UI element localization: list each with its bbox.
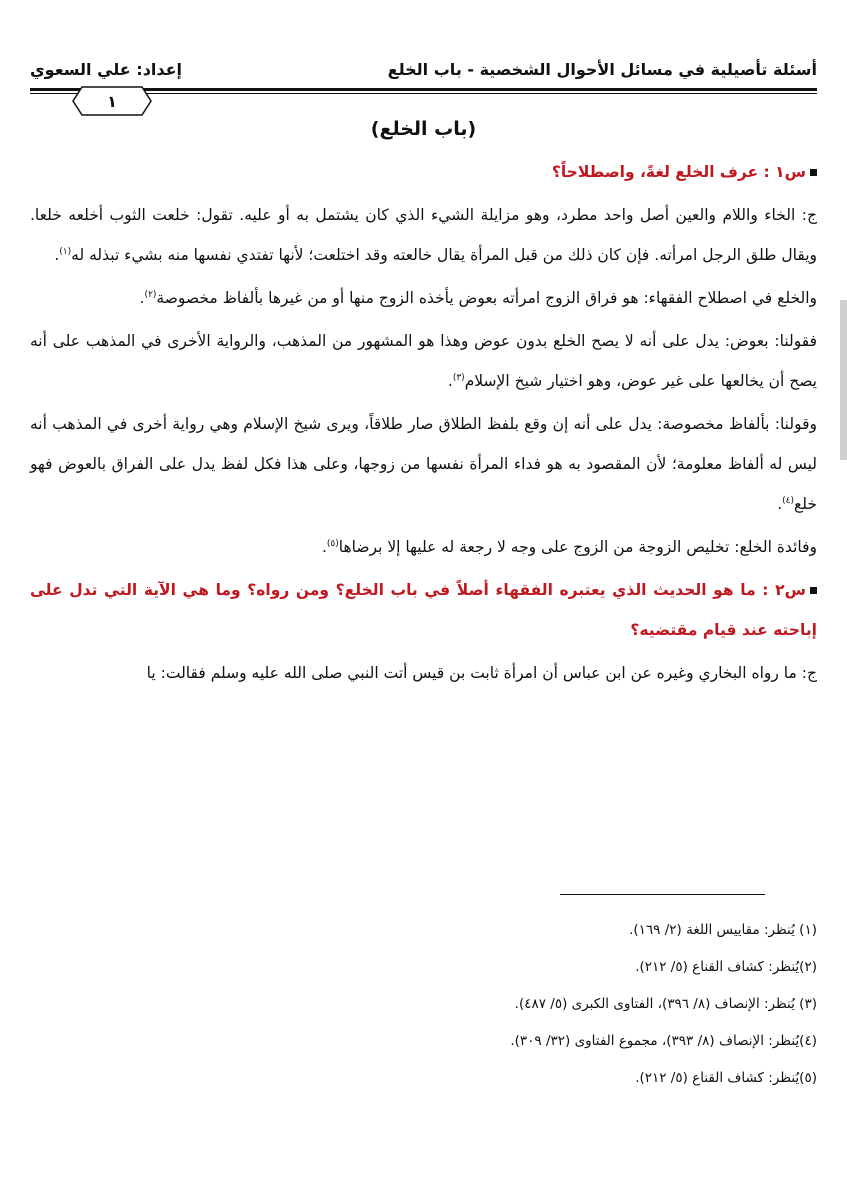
paragraph-text: ج: الخاء واللام والعين أصل واحد مطرد، وهو مزايلة الشيء الذي كان يشتمل به أو عليه. تقول: خلعت الثوب أخلعه خلعا. ويقال طلق الرجل امرأته. فإن كان ذلك من قبل المرأة يقال خالعته وقد اختلعت؛ لأنها تفتدي نفسها منه بشيء تبذله له [30,206,817,264]
footnote-ref[interactable]: (٥) [326,538,339,549]
alfaz-paragraph [30,404,817,524]
square-bullet-icon [810,169,817,176]
paragraph-end: . [321,538,327,556]
paragraph-text: ج: ما رواه البخاري وغيره عن ابن عباس أن امرأة ثابت بن قيس أتت النبي صلى الله عليه وسلم فقالت: يا [146,664,817,682]
question-1-label: س١ : [758,163,806,181]
footnotes [30,912,817,1097]
definition-paragraph [30,278,817,318]
running-header [30,54,817,84]
square-bullet-icon [810,587,817,594]
footnote-item: (١) يُنظر: مقاييس اللغة (٢/ ١٦٩). [629,922,817,938]
question-2-label: س٢ : [755,581,806,599]
answer-2-paragraph [30,653,817,693]
paragraph-end: . [54,246,60,264]
footnote-item: (٥)يُنظر: كشاف القناع (٥/ ٢١٢). [635,1070,817,1086]
paragraph-text: وقولنا: بألفاظ مخصوصة: يدل على أنه إن وقع بلفظ الطلاق صار طلاقاً، ويرى شيخ الإسلام وهي رواية أخرى في المذهب أنه ليس له ألفاظ معلومة؛ لأن المقصود به هو فداء المرأة نفسها من زوجها، وعلى هذا فكل لفظ يدل على الفراق بالعوض فهو خلع [30,415,817,513]
footnote-ref[interactable]: (١) [59,246,72,257]
scrollbar-thumb[interactable] [840,300,847,460]
paragraph-end: . [447,372,453,390]
paragraph-text: فقولنا: بعوض: يدل على أنه لا يصح الخلع بدون عوض وهذا هو المشهور من المذهب، والرواية الأخرى في المذهب على أنه يصح أن يخالعها على غير عوض، وهو اختيار شيخ الإسلام [30,332,817,390]
header-author: إعداد: علي السعوي [30,59,183,79]
footnote-ref[interactable]: (٣) [452,372,465,383]
question-1 [30,152,817,192]
body-text [30,152,817,696]
paragraph-end: . [777,495,783,513]
page-number: ١ [107,91,117,111]
answer-1-paragraph [30,195,817,275]
footnote-ref[interactable]: (٢) [144,289,157,300]
faida-paragraph [30,527,817,567]
paragraph-end: . [139,289,145,307]
iwad-paragraph [30,321,817,401]
paragraph-text: وفائدة الخلع: تخليص الزوجة من الزوج على وجه لا رجعة له عليها إلا برضاها [338,538,817,556]
chapter-title: (باب الخلع) [370,118,477,140]
footnote-ref[interactable]: (٤) [782,495,795,506]
footnote-item: (٢)يُنظر: كشاف القناع (٥/ ٢١٢). [635,959,817,975]
footnote-item: (٤)يُنظر: الإنصاف (٨/ ٣٩٣)، مجموع الفتاوى (٣٢/ ٣٠٩). [510,1033,817,1049]
question-1-text: عرف الخلع لغةً، واصطلاحاً؟ [551,163,759,181]
paragraph-text: والخلع في اصطلاح الفقهاء: هو فراق الزوج امرأته بعوض يأخذه الزوج منها أو من غيرها بألفاظ مخصوصة [156,289,817,307]
footnote-item: (٣) يُنظر: الإنصاف (٨/ ٣٩٦)، الفتاوى الكبرى (٥/ ٤٨٧). [514,996,817,1012]
footnote-separator [560,894,765,895]
header-title: أسئلة تأصيلية في مسائل الأحوال الشخصية - باب الخلع [387,59,817,79]
question-2 [30,570,817,650]
question-2-text: ما هو الحديث الذي يعتبره الفقهاء أصلاً في باب الخلع؟ ومن رواه؟ وما هي الآية التي تدل على إباحته عند قيام مقتضيه؟ [30,581,817,639]
